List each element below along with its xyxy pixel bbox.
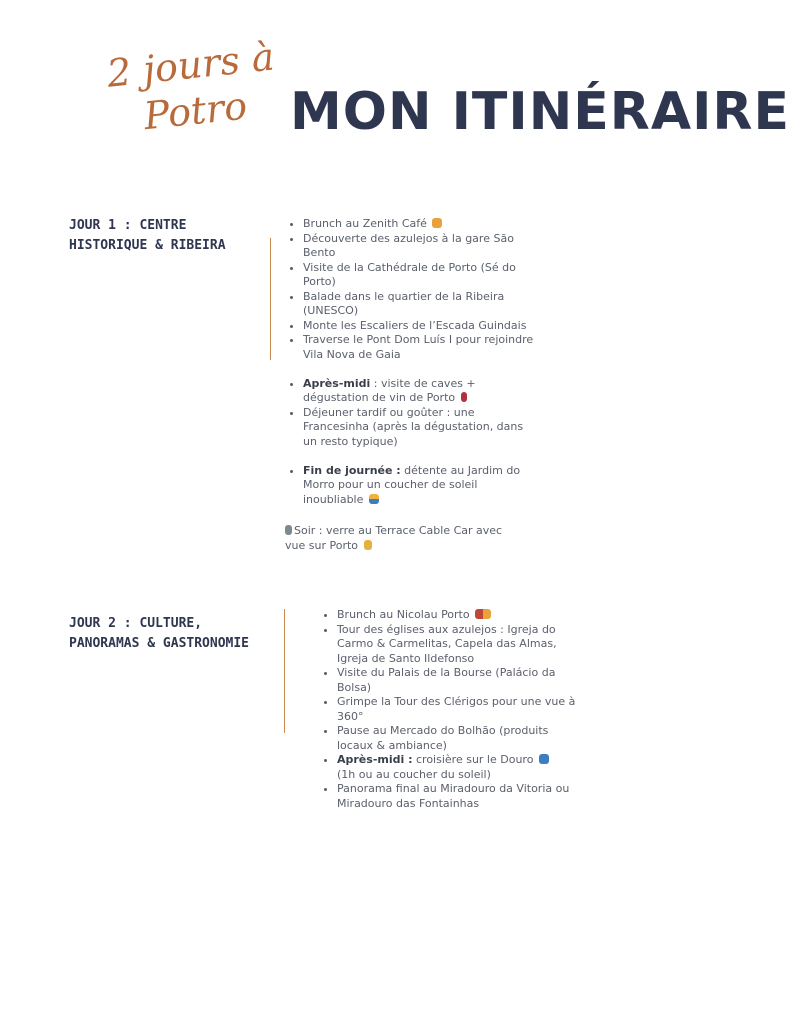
list-item: • Déjeuner tardif ou goûter : une Francesinha (après la dégustation, dans un resto typique)	[303, 406, 539, 450]
list-item: • Après-midi : croisière sur le Douro (1h ou au coucher du soleil)	[337, 753, 577, 782]
script-title-line2: Potro	[141, 83, 250, 139]
pancake-icon	[432, 218, 442, 228]
day1-divider	[270, 238, 271, 360]
fork-knife-icon	[285, 525, 292, 535]
day2-title: JOUR 2 : CULTURE, PANORAMAS & GASTRONOMIE	[69, 616, 250, 651]
list-item: • Fin de journée : détente au Jardim do Morro pour un coucher de soleil inoubliable	[303, 464, 539, 508]
day2-activity-list	[319, 608, 577, 811]
script-title-line1: 2 jours à	[104, 34, 277, 96]
list-item: • Balade dans le quartier de la Ribeira (UNESCO)	[303, 290, 539, 319]
list-item: • Visite de la Cathédrale de Porto (Sé do Porto)	[303, 261, 539, 290]
list-item: • Traverse le Pont Dom Luís I pour rejoindre Vila Nova de Gaia	[303, 333, 539, 362]
list-item: • Visite du Palais de la Bourse (Palácio da Bolsa)	[337, 666, 577, 695]
wine-glass-icon	[461, 392, 467, 402]
list-item: • Brunch au Nicolau Porto	[337, 608, 577, 623]
day1-title: JOUR 1 : CENTRE HISTORIQUE & RIBEIRA	[69, 218, 226, 253]
day2-divider	[284, 609, 285, 733]
list-item: • Découverte des azulejos à la gare São Bento	[303, 232, 539, 261]
list-item: • Tour des églises aux azulejos : Igreja do Carmo & Carmelitas, Capela das Almas, Igreja de Santo Ildefonso	[337, 623, 577, 667]
list-item: • Pause au Mercado do Bolhão (produits locaux & ambiance)	[337, 724, 577, 753]
script-title	[94, 32, 293, 143]
list-item: • Grimpe la Tour des Clérigos pour une vue à 360°	[337, 695, 577, 724]
sunset-icon	[369, 494, 379, 504]
list-item: • Panorama final au Miradouro da Vitoria ou Miradouro das Fontainhas	[337, 782, 577, 811]
cocktail-icon	[364, 540, 372, 550]
list-item: • Monte les Escaliers de l’Escada Guindais	[303, 319, 539, 334]
day1-activity-list	[285, 217, 539, 507]
list-item: • Après-midi : visite de caves + dégustation de vin de Porto	[303, 377, 539, 406]
coffee-croissant-icon	[475, 609, 491, 619]
boat-icon	[539, 754, 549, 764]
list-item: • Brunch au Zenith Café	[303, 217, 539, 232]
page-title: MON ITINÉRAIRE	[290, 82, 790, 142]
day1-evening: Soir : verre au Terrace Cable Car avec vue sur Porto	[285, 524, 503, 552]
